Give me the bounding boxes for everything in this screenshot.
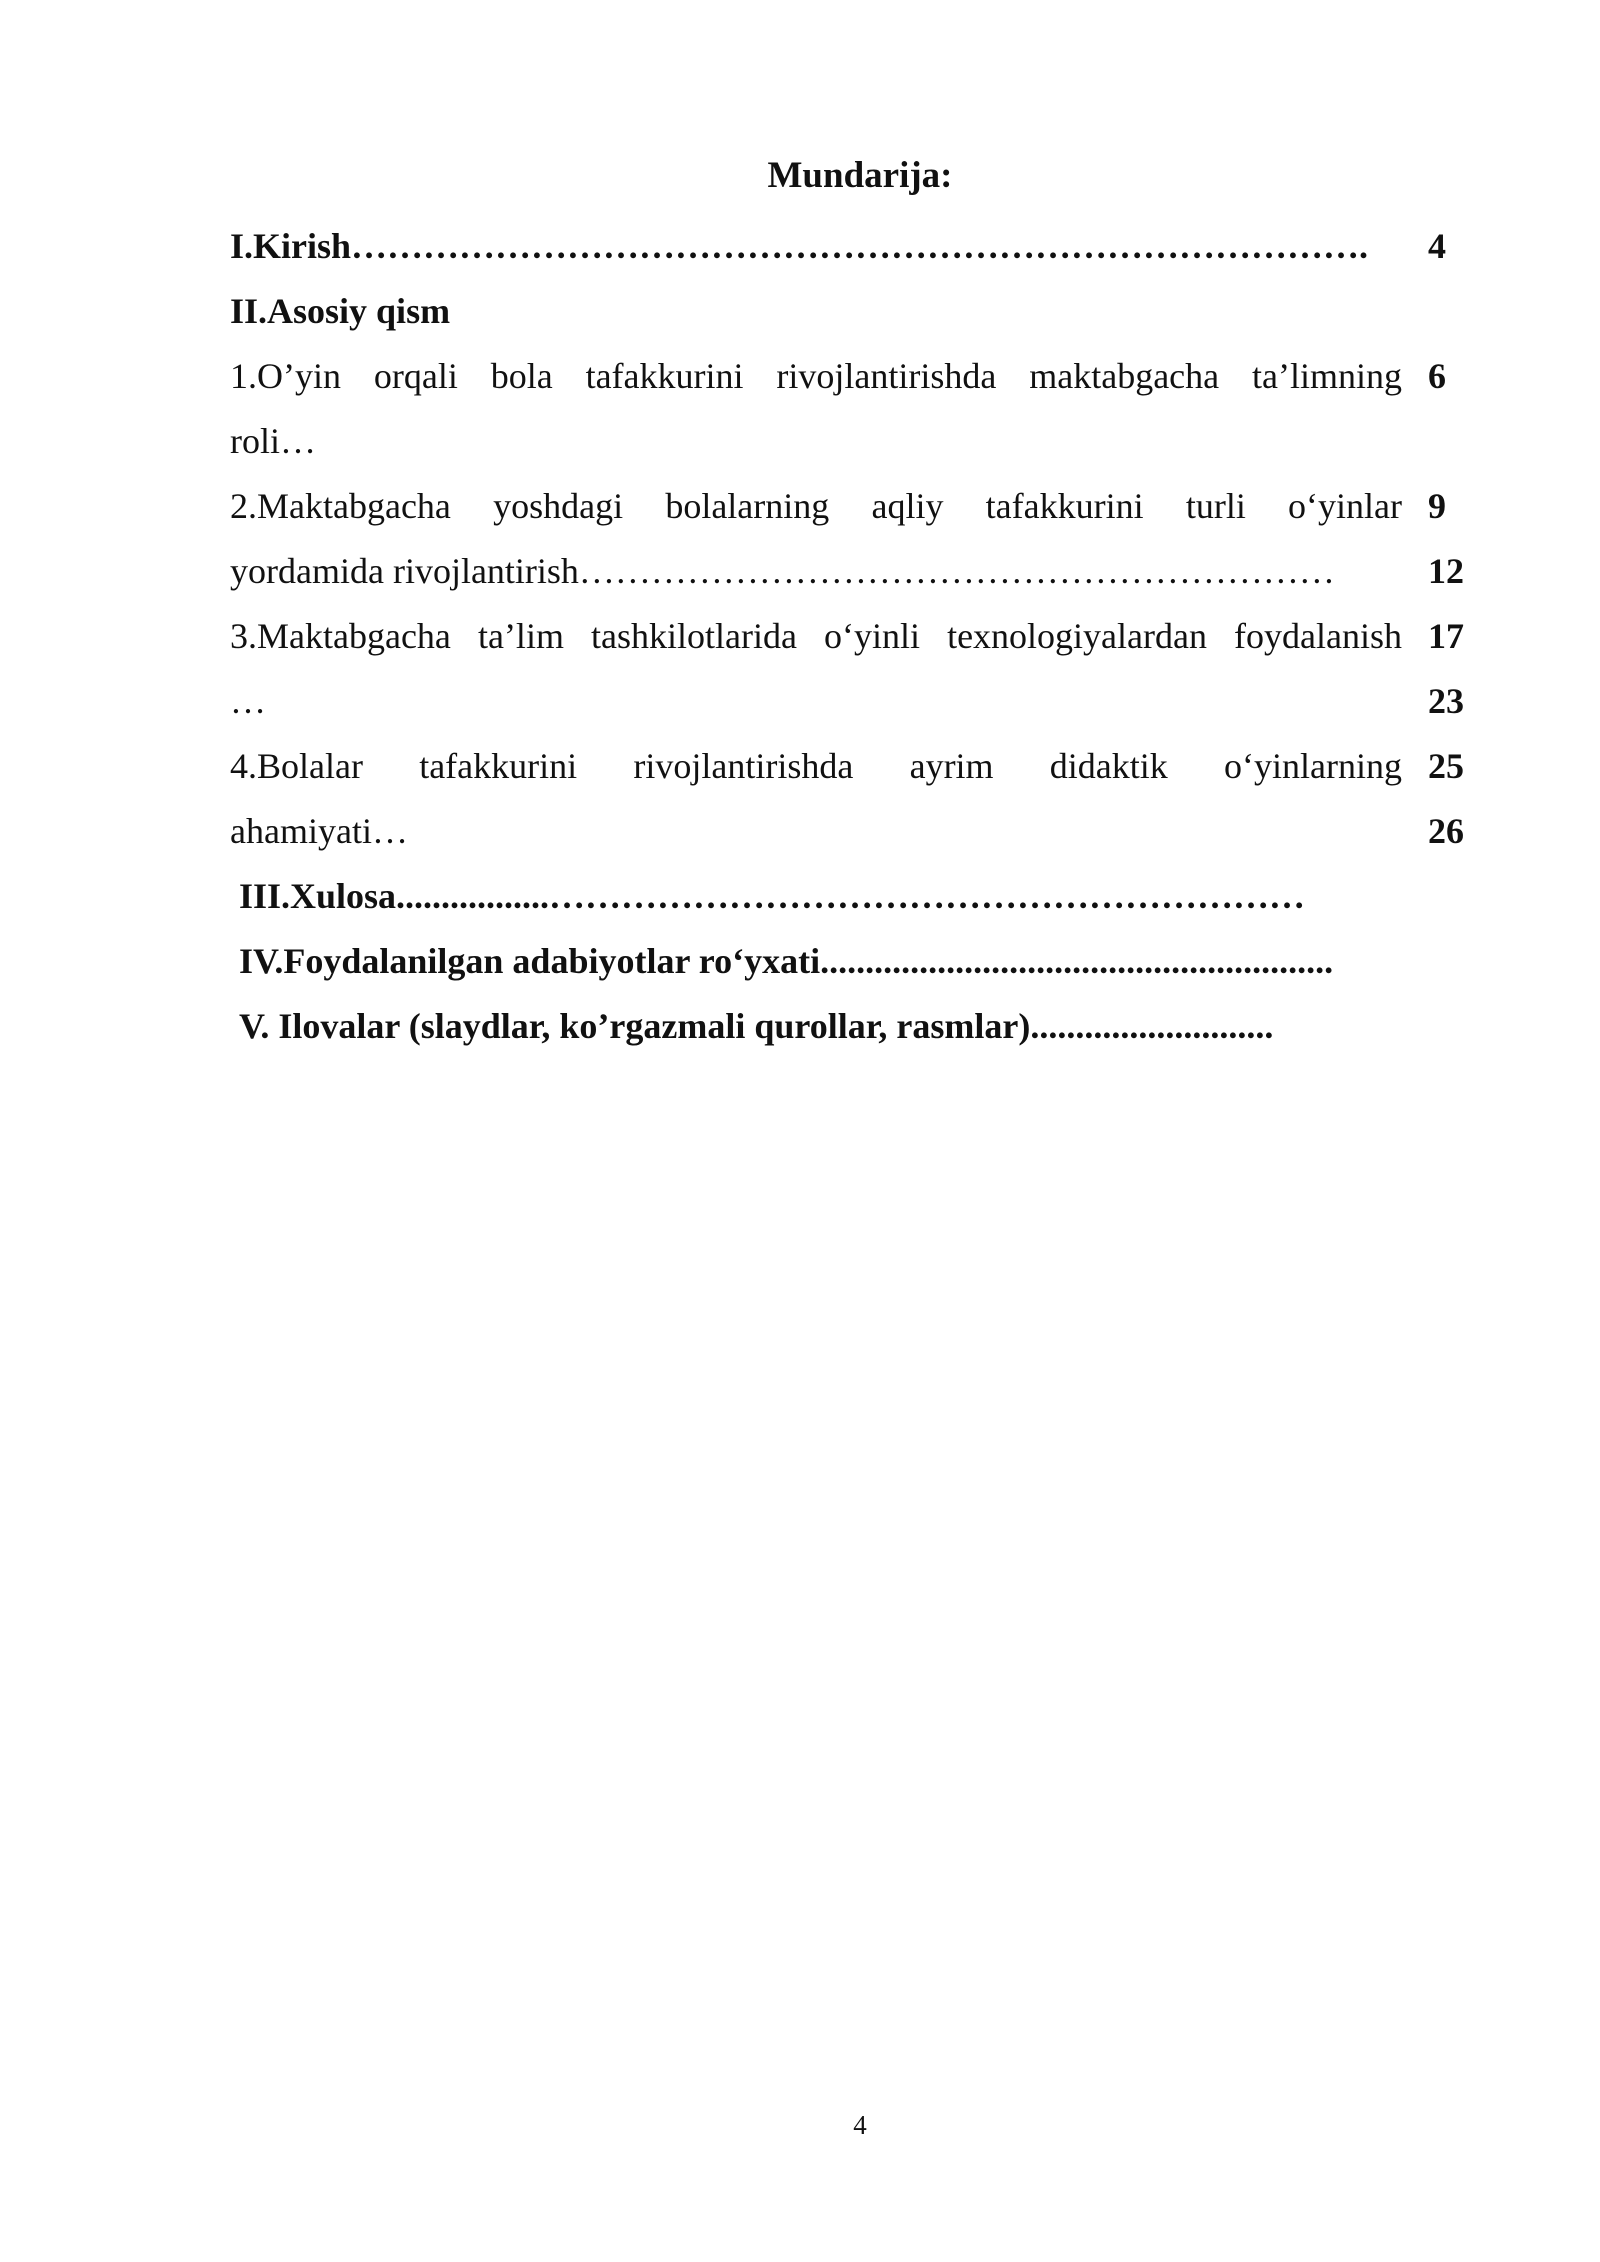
- toc-entry-ilovalar: [230, 994, 1470, 1059]
- toc-entry-page: 9: [1428, 486, 1446, 526]
- toc-entry-page: 25: [1428, 746, 1464, 786]
- toc-entry-asosiy-qism: [230, 279, 1470, 344]
- toc-entry-3-line-1: [230, 604, 1470, 669]
- toc-entry-4-line-1: [230, 734, 1470, 799]
- toc-entry-text: 4.Bolalar tafakkurini rivojlantirishda ayrim didaktik o‘yinlarning: [230, 746, 1402, 786]
- toc-entry-text: IV.Foydalanilgan adabiyotlar ro‘yxati.........................................................: [239, 941, 1334, 981]
- toc-entry-xulosa: [230, 864, 1470, 929]
- toc-entry-3-line-2: [230, 669, 1470, 734]
- toc-entry-page: 4: [1428, 226, 1446, 266]
- toc-entry-text: yordamida rivojlantirish………………………………………………………: [230, 551, 1335, 591]
- toc-entry-2-line-2: [230, 539, 1470, 604]
- toc-entry-1-line-2: [230, 409, 1470, 474]
- toc-entry-text: III.Xulosa.................………………………………………………………: [239, 876, 1306, 916]
- toc-entry-text: 2.Maktabgacha yoshdagi bolalarning aqliy tafakkurini turli o‘yinlar: [230, 486, 1402, 526]
- page-number: 4: [853, 2110, 867, 2140]
- toc-entry-page: 23: [1428, 681, 1464, 721]
- toc-entry-adabiyotlar: [230, 929, 1470, 994]
- toc-entry-kirish: [230, 214, 1470, 279]
- toc-entry-text: V. Ilovalar (slaydlar, ko’rgazmali qurollar, rasmlar)...........................: [239, 1006, 1274, 1046]
- toc-entry-text: roli…: [230, 421, 316, 461]
- page-title: Mundarija:: [767, 155, 953, 196]
- table-of-contents: [230, 214, 1470, 1059]
- toc-entry-4-line-2: [230, 799, 1470, 864]
- toc-entry-page: 26: [1428, 811, 1464, 851]
- toc-entry-page: 6: [1428, 356, 1446, 396]
- toc-entry-text: I.Kirish………………………………………………………………………….: [230, 226, 1369, 266]
- toc-entry-text: ahamiyati…: [230, 811, 408, 851]
- toc-entry-page: 17: [1428, 616, 1464, 656]
- toc-entry-page: 12: [1428, 551, 1464, 591]
- toc-entry-text: II.Asosiy qism: [230, 291, 451, 331]
- toc-entry-2-line-1: [230, 474, 1470, 539]
- toc-entry-text: 3.Maktabgacha ta’lim tashkilotlarida o‘yinli texnologiyalardan foydalanish: [230, 616, 1402, 656]
- toc-entry-text: 1.O’yin orqali bola tafakkurini rivojlantirishda maktabgacha ta’limning: [230, 356, 1402, 396]
- toc-entry-1-line-1: [230, 344, 1470, 409]
- toc-entry-text: …: [230, 681, 266, 721]
